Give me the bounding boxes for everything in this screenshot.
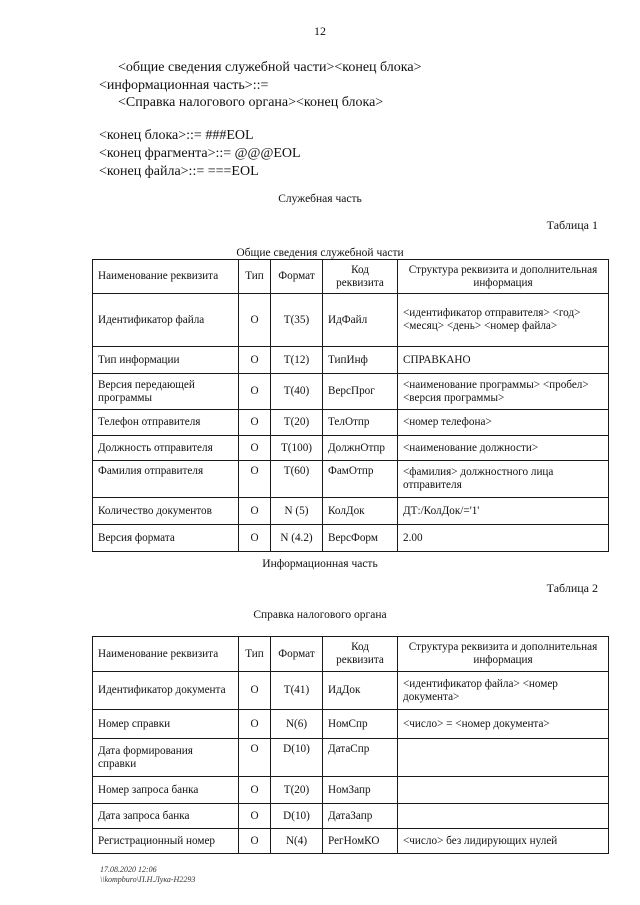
table-cell: ИдФайл bbox=[323, 294, 398, 347]
table-row bbox=[93, 804, 609, 829]
table-row bbox=[93, 347, 609, 374]
table-cell: 2.00 bbox=[398, 525, 609, 552]
table-cell: N(6) bbox=[271, 710, 323, 739]
table-cell: Номер справки bbox=[93, 710, 239, 739]
table-cell: Регистрационный номер bbox=[93, 829, 239, 854]
table-cell: О bbox=[239, 710, 271, 739]
table-cell: Т(20) bbox=[271, 777, 323, 804]
table-cell: Количество документов bbox=[93, 498, 239, 525]
table-cell: Фамилия отправителя bbox=[93, 461, 239, 498]
table-cell: <фамилия> должностного лица отправителя bbox=[398, 461, 609, 498]
table-tax-certificate bbox=[92, 636, 609, 854]
table-cell: <идентификатор файла> <номер документа> bbox=[398, 672, 609, 710]
column-header: Код реквизита bbox=[323, 637, 398, 672]
table-row bbox=[93, 829, 609, 854]
table-cell: О bbox=[239, 347, 271, 374]
table-cell: О bbox=[239, 804, 271, 829]
table-row bbox=[93, 294, 609, 347]
table-cell: Т(12) bbox=[271, 347, 323, 374]
table-row bbox=[93, 461, 609, 498]
code-line: <информационная часть>::= bbox=[99, 78, 269, 93]
code-line: <Справка налогового органа><конец блока> bbox=[118, 95, 384, 110]
code-line: <конец блока>::= ###EOL bbox=[99, 128, 254, 143]
table-row bbox=[93, 672, 609, 710]
table-cell: D(10) bbox=[271, 739, 323, 777]
table-general-info bbox=[92, 259, 609, 552]
table-cell: Т(35) bbox=[271, 294, 323, 347]
table-cell: N (5) bbox=[271, 498, 323, 525]
table-row bbox=[93, 498, 609, 525]
table-cell: Идентификатор документа bbox=[93, 672, 239, 710]
table-cell: Версия передающей программы bbox=[93, 374, 239, 410]
table-cell: НомЗапр bbox=[323, 777, 398, 804]
code-line: <конец фрагмента>::= @@@EOL bbox=[99, 146, 301, 161]
table-row bbox=[93, 374, 609, 410]
table-cell: Тип информации bbox=[93, 347, 239, 374]
table-label: Таблица 2 bbox=[546, 581, 598, 595]
table-cell: О bbox=[239, 777, 271, 804]
column-header: Наименование реквизита bbox=[93, 260, 239, 294]
table-cell: ИдДок bbox=[323, 672, 398, 710]
table-cell bbox=[398, 777, 609, 804]
table-cell: Т(100) bbox=[271, 436, 323, 461]
table-row bbox=[93, 410, 609, 436]
table-cell: <наименование программы> <пробел> <версия программы> bbox=[398, 374, 609, 410]
table-label: Таблица 1 bbox=[546, 218, 598, 232]
table-cell: КолДок bbox=[323, 498, 398, 525]
column-header: Формат bbox=[271, 260, 323, 294]
table-cell: ДолжнОтпр bbox=[323, 436, 398, 461]
table-cell: О bbox=[239, 672, 271, 710]
table-cell: СПРАВКАНО bbox=[398, 347, 609, 374]
table-cell: Дата запроса банка bbox=[93, 804, 239, 829]
table-row bbox=[93, 777, 609, 804]
table-cell: <идентификатор отправителя> <год> <месяц> <день> <номер файла> bbox=[398, 294, 609, 347]
column-header: Структура реквизита и дополнительная информация bbox=[398, 260, 609, 294]
table-cell: ТипИнф bbox=[323, 347, 398, 374]
column-header: Тип bbox=[239, 637, 271, 672]
table-caption: Справка налогового органа bbox=[253, 609, 387, 621]
table-cell: О bbox=[239, 436, 271, 461]
table-cell: <число> = <номер документа> bbox=[398, 710, 609, 739]
table-row bbox=[93, 525, 609, 552]
table-cell: ФамОтпр bbox=[323, 461, 398, 498]
footer-path: \\kompburo\П.Н.Лука-Н2293 bbox=[100, 875, 196, 884]
table-cell: О bbox=[239, 829, 271, 854]
table-cell: <наименование должности> bbox=[398, 436, 609, 461]
table-row bbox=[93, 710, 609, 739]
page-number: 12 bbox=[314, 24, 326, 38]
table-cell: Т(20) bbox=[271, 410, 323, 436]
table-cell: Должность отправителя bbox=[93, 436, 239, 461]
column-header: Структура реквизита и дополнительная информация bbox=[398, 637, 609, 672]
table-cell: РегНомКО bbox=[323, 829, 398, 854]
table-cell: О bbox=[239, 374, 271, 410]
code-line: <общие сведения служебной части><конец блока> bbox=[118, 60, 422, 75]
table-cell: О bbox=[239, 461, 271, 498]
table-cell: Т(41) bbox=[271, 672, 323, 710]
table-row bbox=[93, 739, 609, 777]
table-cell: ДатаСпр bbox=[323, 739, 398, 777]
column-header: Наименование реквизита bbox=[93, 637, 239, 672]
table-cell: ТелОтпр bbox=[323, 410, 398, 436]
column-header: Формат bbox=[271, 637, 323, 672]
table-cell: <число> без лидирующих нулей bbox=[398, 829, 609, 854]
section-title: Служебная часть bbox=[278, 193, 362, 205]
column-header: Тип bbox=[239, 260, 271, 294]
table-cell: Номер запроса банка bbox=[93, 777, 239, 804]
table-cell: N(4) bbox=[271, 829, 323, 854]
column-header: Код реквизита bbox=[323, 260, 398, 294]
table-cell: <номер телефона> bbox=[398, 410, 609, 436]
table-row bbox=[93, 436, 609, 461]
table-cell: Идентификатор файла bbox=[93, 294, 239, 347]
section-title: Информационная часть bbox=[262, 558, 378, 570]
table-cell: Дата формирования справки bbox=[93, 739, 239, 777]
table-cell: N (4.2) bbox=[271, 525, 323, 552]
table-cell bbox=[398, 804, 609, 829]
table-cell: О bbox=[239, 498, 271, 525]
table-cell: НомСпр bbox=[323, 710, 398, 739]
table-cell: D(10) bbox=[271, 804, 323, 829]
table-cell: Телефон отправителя bbox=[93, 410, 239, 436]
table-caption: Общие сведения служебной части bbox=[236, 247, 404, 259]
table-cell: О bbox=[239, 294, 271, 347]
table-cell: ВерсФорм bbox=[323, 525, 398, 552]
footer-date: 17.08.2020 12:06 bbox=[100, 865, 157, 874]
table-cell: Т(60) bbox=[271, 461, 323, 498]
table-cell: Т(40) bbox=[271, 374, 323, 410]
table-cell: О bbox=[239, 739, 271, 777]
table-cell: ДатаЗапр bbox=[323, 804, 398, 829]
table-cell: ВерсПрог bbox=[323, 374, 398, 410]
table-cell: ДТ:/КолДок/='1' bbox=[398, 498, 609, 525]
table-cell: Версия формата bbox=[93, 525, 239, 552]
table-cell: О bbox=[239, 410, 271, 436]
table-cell: О bbox=[239, 525, 271, 552]
table-cell bbox=[398, 739, 609, 777]
code-line: <конец файла>::= ===EOL bbox=[99, 164, 259, 179]
